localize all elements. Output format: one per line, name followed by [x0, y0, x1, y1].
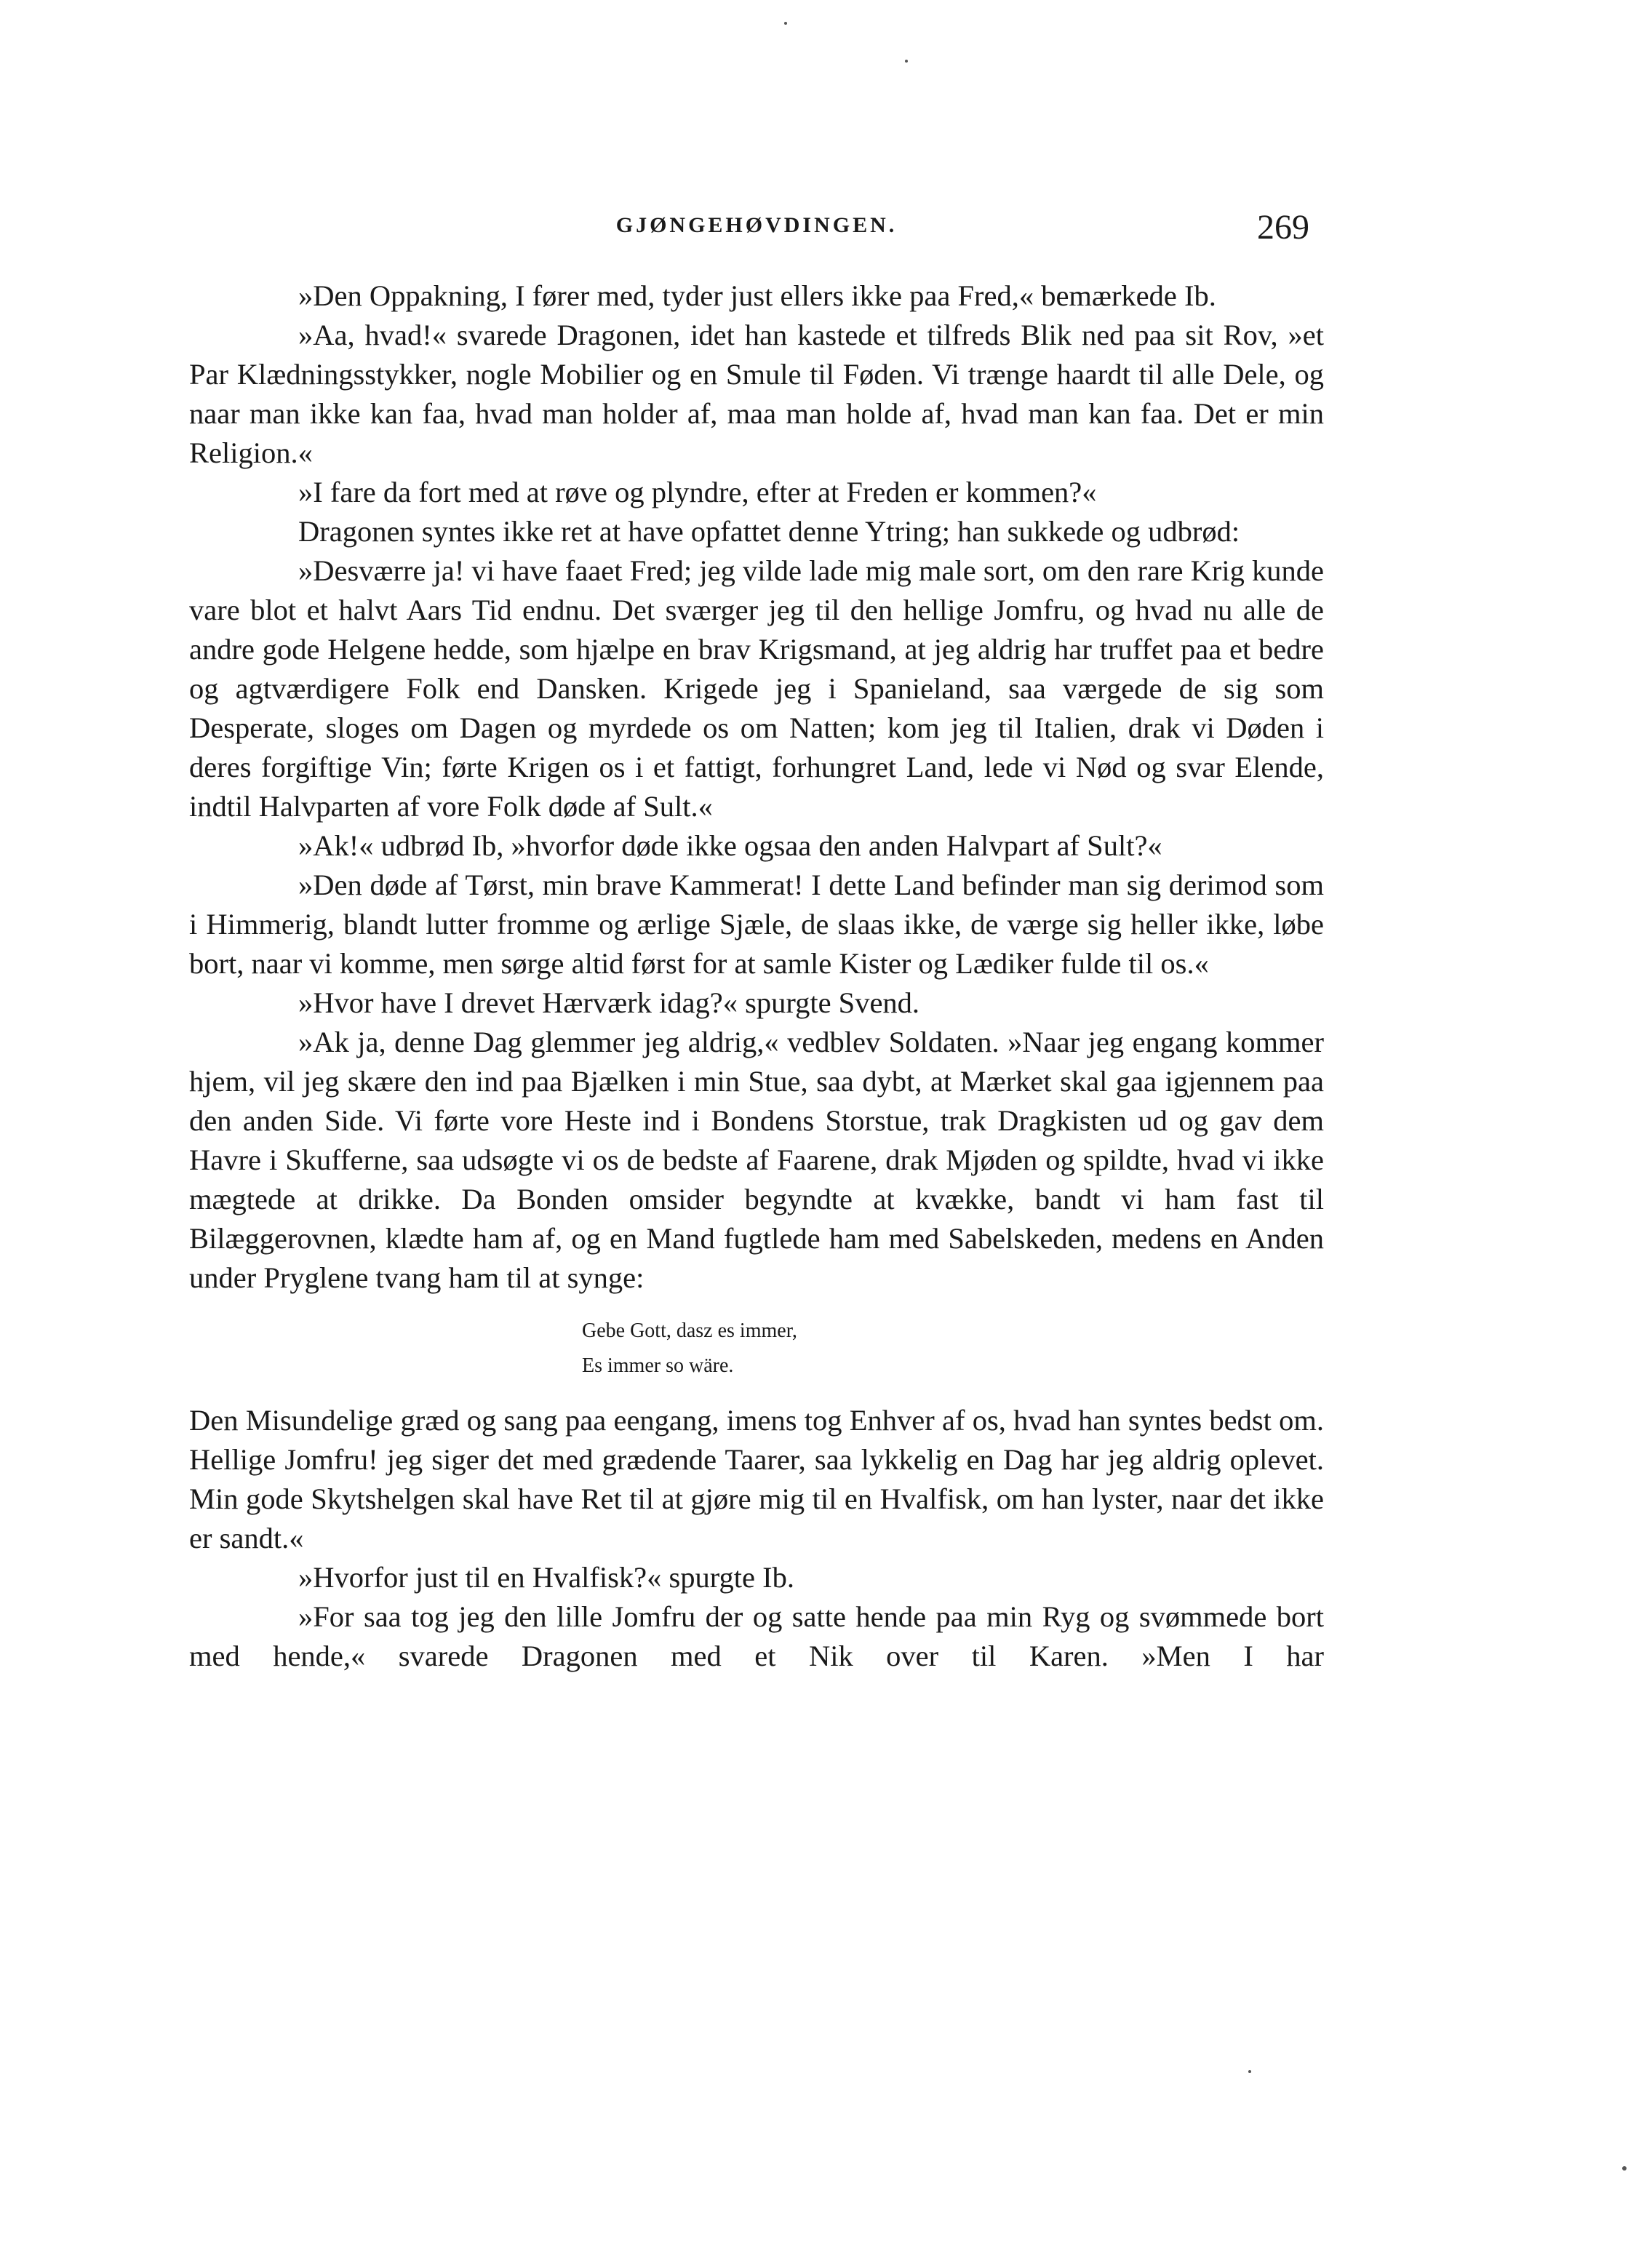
running-head [189, 207, 1324, 265]
verse-line: Gebe Gott, dasz es immer, [582, 1319, 797, 1342]
paragraph: Den Misundelige græd og sang paa eengang, imens tog Enhver af os, hvad han syntes bedst om. Hellige Jomfru! jeg siger det med grædende Taarer, saa lykkelig en Dag har jeg aldrig oplevet. Min gode Skytshelgen skal have Ret til at gjøre mig til en Hvalfisk, om han lyster, naar det ikke er sandt.« [189, 1404, 1324, 1554]
paragraph: »Den Oppakning, I fører med, tyder just ellers ikke paa Fred,« bemærkede Ib. [298, 279, 1216, 312]
page-number: 269 [1257, 208, 1309, 247]
paragraph: »Hvor have I drevet Hærværk idag?« spurgte Svend. [298, 986, 920, 1019]
body-text [189, 276, 1324, 1676]
verse-quote [189, 1314, 1324, 1383]
paper-speck [1622, 2166, 1627, 2171]
paragraph: »Ak ja, denne Dag glemmer jeg aldrig,« vedblev Soldaten. »Naar jeg engang kommer hjem, vil jeg skære den ind paa Bjælken i min Stue, saa dybt, at Mærket skal gaa igjennem paa den anden Side. Vi førte vore Heste ind i Bondens Storstue, trak Dragkisten ud og gav dem Havre i Skufferne, saa udsøgte vi os de bedste af Faarene, drak Mjøden og spildte, hvad vi ikke mægtede at drikke. Da Bonden omsider begyndte at kvække, bandt vi ham fast til Bilæggerovnen, klædte ham af, og en Mand fugtlede ham med Sabelskeden, medens en Anden under Pryglene tvang ham til at synge: [189, 1026, 1324, 1294]
paragraph: »Den døde af Tørst, min brave Kammerat! I dette Land befinder man sig derimod som i Himmerig, blandt lutter fromme og ærlige Sjæle, de slaas ikke, de værge sig heller ikke, løbe bort, naar vi komme, men sørge altid først for at samle Kister og Lædiker fulde til os.« [189, 869, 1324, 980]
paragraph: »I fare da fort med at røve og plyndre, efter at Freden er kommen?« [298, 476, 1097, 508]
paper-speck [1248, 2070, 1251, 2073]
paragraph: »Hvorfor just til en Hvalfisk?« spurgte Ib. [298, 1561, 795, 1594]
running-title: GJØNGEHØVDINGEN. [615, 213, 898, 237]
paragraph: »Desværre ja! vi have faaet Fred; jeg vilde lade mig male sort, om den rare Krig kunde vare blot et halvt Aars Tid endnu. Det sværger jeg til den hellige Jomfru, og hvad nu alle de andre gode Helgene hedde, som hjælpe en brav Krigsmand, at jeg aldrig har truffet paa et bedre og agtværdigere Folk end Dansken. Krigede jeg i Spanieland, saa værgede de sig som Desperate, sloges om Dagen og myrdede os om Natten; kom jeg til Italien, drak vi Døden i deres forgiftige Vin; førte Krigen os i et fattigt, forhungret Land, lede vi Nød og svar Elende, indtil Halvparten af vore Folk døde af Sult.« [189, 554, 1324, 823]
paper-speck [784, 22, 787, 25]
paragraph: Dragonen syntes ikke ret at have opfattet denne Ytring; han sukkede og udbrød: [298, 515, 1240, 548]
paragraph: »Aa, hvad!« svarede Dragonen, idet han kastede et tilfreds Blik ned paa sit Rov, »et Par Klædningsstykker, nogle Mobilier og en Smule til Føden. Vi trænge haardt til alle Dele, og naar man ikke kan faa, hvad man holder af, maa man holde af, hvad man kan faa. Det er min Religion.« [189, 319, 1324, 469]
paragraph: »Ak!« udbrød Ib, »hvorfor døde ikke ogsaa den anden Halvpart af Sult?« [298, 829, 1162, 862]
paragraph: »For saa tog jeg den lille Jomfru der og satte hende paa min Ryg og svømmede bort med hende,« svarede Dragonen med et Nik over til Karen. »Men I har [189, 1600, 1324, 1672]
paper-speck [905, 60, 908, 63]
verse-line: Es immer so wäre. [582, 1354, 734, 1377]
